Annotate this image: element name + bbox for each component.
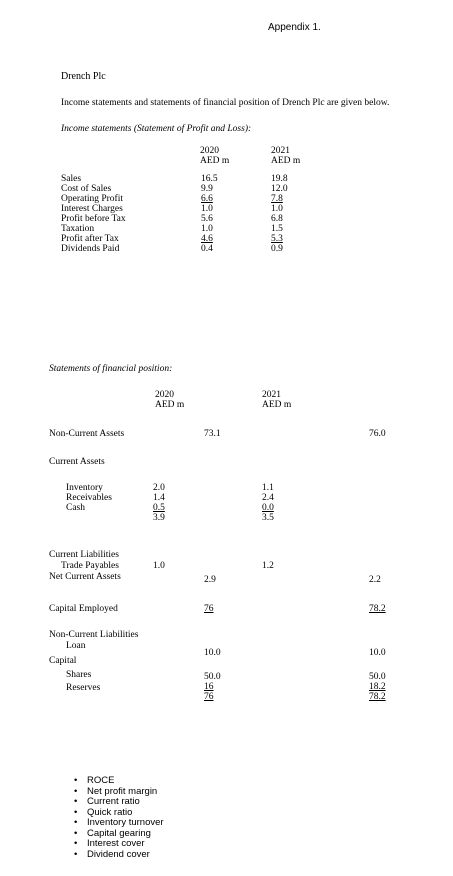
net-current-assets-label: Net Current Assets [49, 572, 121, 582]
income-label-sales: Sales [61, 174, 82, 184]
income-value-2021: 19.8 [271, 174, 288, 184]
list-item: • Capital gearing [74, 829, 164, 840]
non-current-assets-2021: 76.0 [369, 429, 386, 439]
list-item: • Dividend cover [74, 850, 164, 861]
capital-employed-label: Capital Employed [49, 604, 118, 614]
income-col-2021-header: 2021 AED m [271, 146, 301, 166]
income-label-taxation: Taxation [61, 224, 95, 234]
income-value-2021: 5.3 [271, 234, 283, 244]
income-value-2020: 5.6 [201, 214, 213, 224]
income-label-profit-after-tax: Profit after Tax [61, 234, 119, 244]
income-label-cost-of-sales: Cost of Sales [61, 184, 112, 194]
capital-employed-2020: 76 [204, 604, 214, 614]
trade-payables-2021: 1.2 [262, 561, 274, 571]
inventory-2020: 2.0 [153, 483, 165, 493]
income-value-2021: 0.9 [271, 244, 283, 254]
income-value-2021: 7.8 [271, 194, 283, 204]
income-value-2020: 4.6 [201, 234, 213, 244]
income-value-2020: 9.9 [201, 184, 213, 194]
non-current-assets-label: Non-Current Assets [49, 429, 125, 439]
income-label-profit-before-tax: Profit before Tax [61, 214, 126, 224]
position-col-2020-header: 2020 AED m [155, 390, 185, 410]
current-liabilities-label: Current Liabilities [49, 550, 119, 560]
income-label-dividends-paid: Dividends Paid [61, 244, 120, 254]
capital-label: Capital [49, 656, 77, 666]
non-current-assets-2020: 73.1 [204, 429, 221, 439]
loan-2020: 10.0 [204, 648, 221, 658]
capital-total-2021: 78.2 [369, 692, 386, 702]
shares-label: Shares [66, 670, 92, 680]
receivables-label: Receivables [66, 493, 112, 503]
trade-payables-2020: 1.0 [153, 561, 165, 571]
cash-label: Cash [66, 503, 85, 513]
non-current-liabilities-label: Non-Current Liabilities [49, 630, 139, 640]
current-assets-total-2021: 3.5 [262, 513, 274, 523]
income-value-2020: 1.0 [201, 224, 213, 234]
current-assets-2020 [153, 483, 165, 523]
loan-2021: 10.0 [369, 648, 386, 658]
income-col-2020-header: 2020 AED m [200, 146, 230, 166]
income-labels [61, 174, 126, 254]
inventory-label: Inventory [66, 483, 103, 493]
net-current-assets-2021: 2.2 [369, 575, 381, 585]
capital-total-2020: 76 [204, 692, 214, 702]
trade-payables-label: Trade Payables [61, 561, 119, 571]
shares-2021: 50.0 [369, 672, 386, 682]
list-item: • Net profit margin [74, 787, 164, 798]
income-value-2021: 12.0 [271, 184, 288, 194]
income-label-interest-charges: Interest Charges [61, 204, 123, 214]
income-value-2020: 6.6 [201, 194, 213, 204]
income-value-2021: 6.8 [271, 214, 283, 224]
income-value-2020: 16.5 [201, 174, 218, 184]
current-assets-total-2020: 3.9 [153, 513, 165, 523]
intro-text: Income statements and statements of financial position of Drench Plc are given below. [61, 98, 390, 108]
position-col-2021-header: 2021 AED m [262, 390, 292, 410]
loan-label: Loan [66, 641, 86, 651]
income-value-2021: 1.0 [271, 204, 283, 214]
income-value-2020: 1.0 [201, 204, 213, 214]
reserves-2020: 16 [204, 682, 214, 692]
income-value-2020: 0.4 [201, 244, 213, 254]
list-item: • Interest cover [74, 839, 164, 850]
capital-2020 [204, 672, 221, 702]
shares-2020: 50.0 [204, 672, 221, 682]
position-heading: Statements of financial position: [49, 364, 173, 374]
reserves-label: Reserves [66, 683, 101, 693]
cash-2021: 0.0 [262, 503, 274, 513]
current-assets-label: Current Assets [49, 457, 105, 467]
income-heading: Income statements (Statement of Profit and Loss): [61, 124, 252, 134]
ratio-list [74, 776, 164, 860]
income-values-2021 [271, 174, 288, 254]
list-item: • Current ratio [74, 797, 164, 808]
current-assets-labels [66, 483, 112, 513]
appendix-title: Appendix 1. [268, 22, 321, 33]
receivables-2021: 2.4 [262, 493, 274, 503]
capital-2021 [369, 672, 386, 702]
cash-2020: 0.5 [153, 503, 165, 513]
list-item: • ROCE [74, 776, 164, 787]
reserves-2021: 18.2 [369, 682, 386, 692]
income-label-operating-profit: Operating Profit [61, 194, 124, 204]
company-name: Drench Plc [61, 71, 106, 82]
income-value-2021: 1.5 [271, 224, 283, 234]
receivables-2020: 1.4 [153, 493, 165, 503]
list-item: • Quick ratio [74, 808, 164, 819]
inventory-2021: 1.1 [262, 483, 274, 493]
net-current-assets-2020: 2.9 [204, 575, 216, 585]
list-item: • Inventory turnover [74, 818, 164, 829]
current-assets-2021 [262, 483, 274, 523]
capital-employed-2021: 78.2 [369, 604, 386, 614]
income-values-2020 [201, 174, 218, 254]
